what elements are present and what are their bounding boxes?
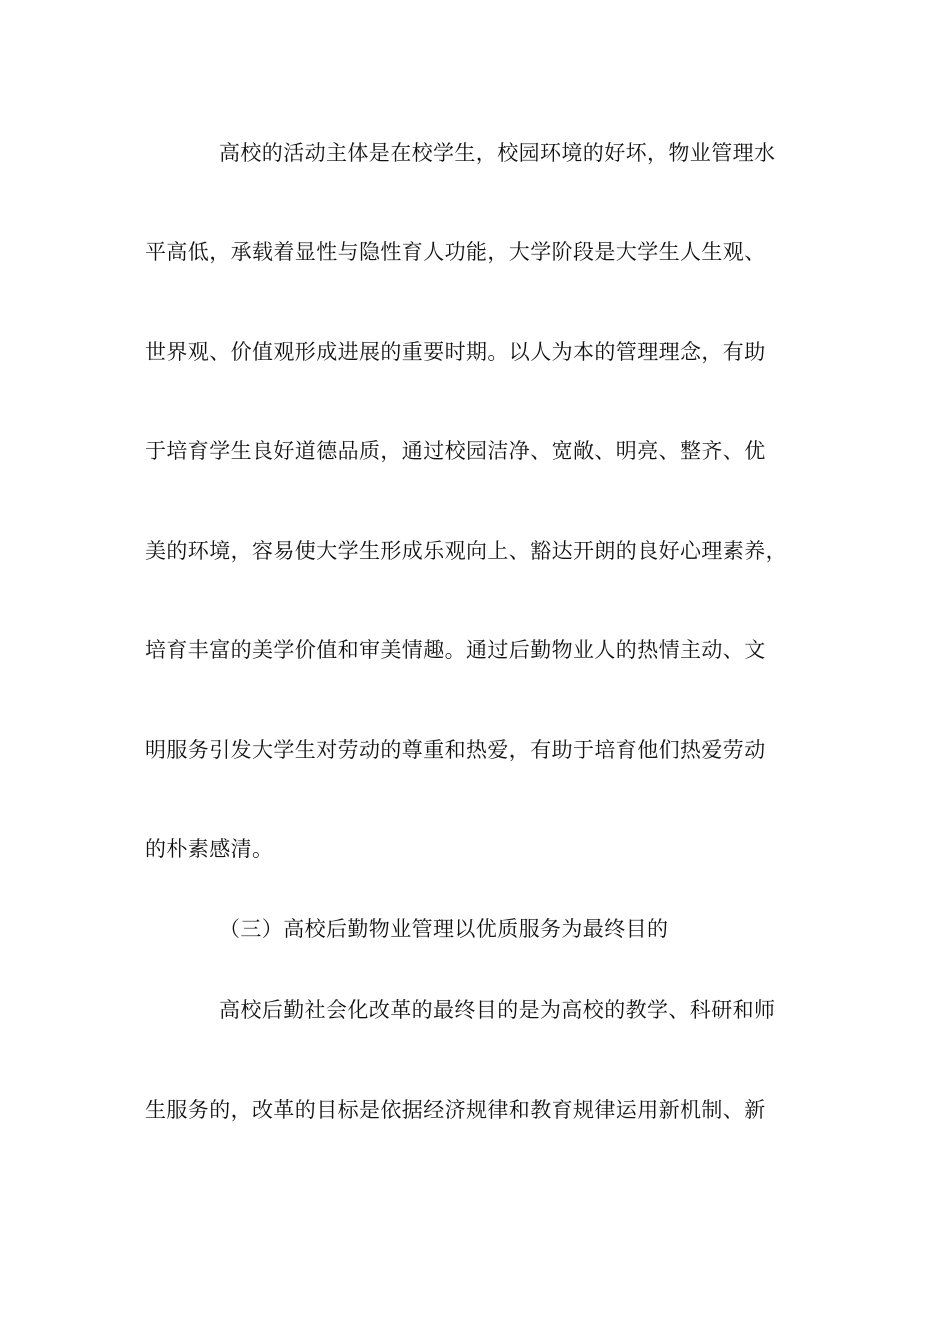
section-heading: （三）高校后勤物业管理以优质服务为最终目的 xyxy=(219,917,669,941)
paragraph-1-line-8: 的朴素感清。 xyxy=(145,837,274,861)
paragraph-1-line-2: 平高低，承载着显性与隐性育人功能，大学阶段是大学生人生观、 xyxy=(145,240,766,264)
paragraph-1-line-1: 高校的活动主体是在校学生，校园环境的好坏，物业管理水 xyxy=(219,141,776,165)
paragraph-1-line-3: 世界观、价值观形成进展的重要时期。以人为本的管理理念，有助 xyxy=(145,340,766,364)
paragraph-2-line-1: 高校后勤社会化改革的最终目的是为高校的教学、科研和师 xyxy=(219,998,776,1022)
paragraph-1-line-7: 明服务引发大学生对劳动的尊重和热爱，有助于培育他们热爱劳动 xyxy=(145,738,766,762)
paragraph-1-line-4: 于培育学生良好道德品质，通过校园洁净、宽敞、明亮、整齐、优 xyxy=(145,439,766,463)
paragraph-1-line-5: 美的环境，容易使大学生形成乐观向上、豁达开朗的良好心理素养， xyxy=(145,539,787,563)
paragraph-1-line-6: 培育丰富的美学价值和审美情趣。通过后勤物业人的热情主动、文 xyxy=(145,638,766,662)
paragraph-2-line-2: 生服务的，改革的目标是依据经济规律和教育规律运用新机制、新 xyxy=(145,1098,766,1122)
